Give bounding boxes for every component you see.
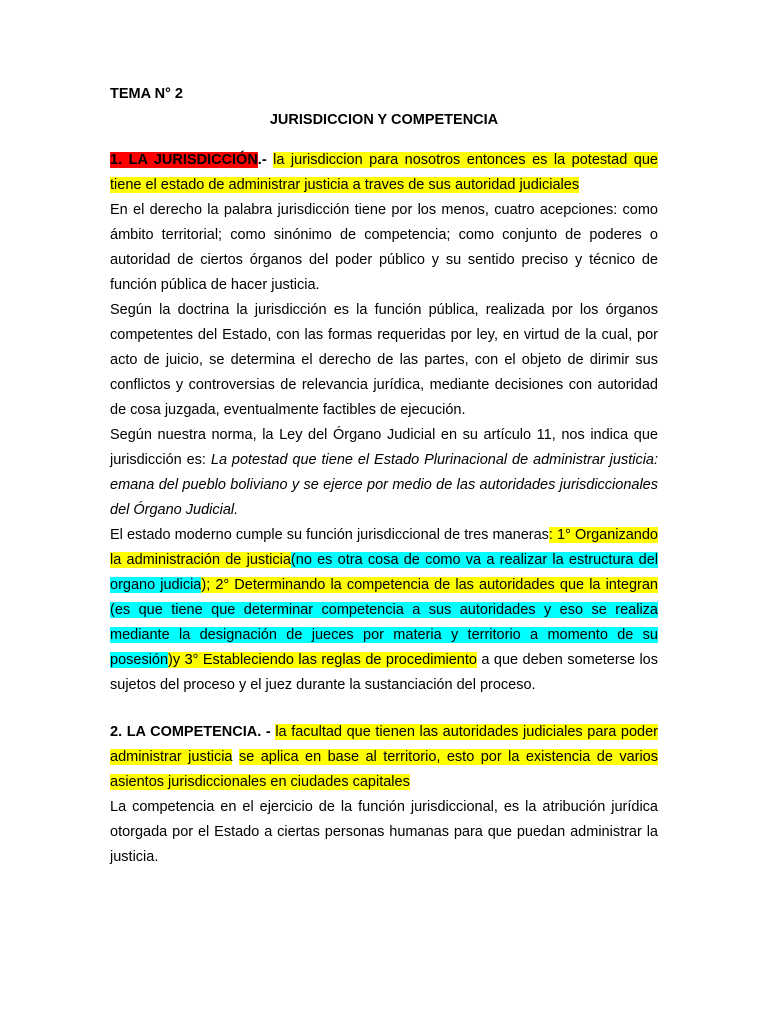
section-1-definition-text: la jurisdiccion para nosotros entonces es la potestad que tiene el estado de administrar justicia a traves de sus autoridad judiciales bbox=[110, 152, 658, 193]
section-2-definition-part-2: se aplica en base al territorio, esto por la existencia de varios asientos jurisdiccionales en ciudades capitales bbox=[110, 749, 658, 790]
paragraph-acepciones: En el derecho la palabra jurisdicción tiene por los menos, cuatro acepciones: como ámbito territorial; como sinónimo de competencia; como conjunto de poderes o autoridad de ciertos órganos del poder público y su sentido preciso y técnico de función pública de hacer justicia. bbox=[110, 202, 658, 293]
paragraph-ley-organo-judicial bbox=[110, 423, 658, 523]
section-1-heading: 1. LA JURISDICCIÓN bbox=[110, 152, 258, 168]
section-2-definition-part-1: la facultad que tienen las autoridades judiciales para poder administrar justicia bbox=[110, 724, 658, 765]
section-1-definition bbox=[110, 148, 658, 198]
section-2-gap bbox=[232, 749, 238, 765]
tres-maneras-second: ); 2° Determinando la competencia de las autoridades que la integran bbox=[201, 577, 658, 593]
paragraph-competencia: La competencia en el ejercicio de la función jurisdiccional, es la atribución jurídica otorgada por el Estado a ciertas personas humanas para que puedan administrar la justicia. bbox=[110, 799, 658, 865]
document-title: JURISDICCION Y COMPETENCIA bbox=[269, 112, 499, 128]
paragraph-ley-lead: Según nuestra norma, la Ley del Órgano Judicial en su artículo 11, nos indica que jurisdicción es: bbox=[110, 427, 658, 468]
section-1-separator: .- bbox=[257, 152, 267, 168]
tres-maneras-intro: El estado moderno cumple su función jurisdiccional de tres maneras bbox=[110, 527, 549, 543]
section-2-heading: 2. LA COMPETENCIA. - bbox=[110, 724, 271, 740]
topic-number: TEMA N° 2 bbox=[110, 86, 183, 102]
tres-maneras-first: : 1° Organizando la administración de justicia bbox=[110, 527, 659, 568]
tres-maneras-note-2: (es que tiene que determinar competencia a sus autoridades y eso se realiza mediante la designación de jueces por materia y territorio a momento de su posesión bbox=[110, 602, 658, 668]
tres-maneras-third: )y 3° Estableciendo las reglas de procedimiento bbox=[168, 652, 477, 668]
paragraph-ley-quote: La potestad que tiene el Estado Plurinacional de administrar justicia: emana del pueblo boliviano y se ejerce por medio de las autoridades jurisdiccionales del Órgano Judicial. bbox=[110, 452, 659, 518]
tres-maneras-note-1: (no es otra cosa de como va a realizar la estructura del organo judicia bbox=[110, 552, 658, 593]
paragraph-doctrina: Según la doctrina la jurisdicción es la función pública, realizada por los órganos competentes del Estado, con las formas requeridas por ley, en virtud de la cual, por acto de juicio, se determina el derecho de las partes, con el objeto de dirimir sus conflictos y controversias de relevancia jurídica, mediante decisiones con autoridad de cosa juzgada, eventualmente factibles de ejecución. bbox=[110, 302, 658, 418]
section-2-definition bbox=[110, 720, 658, 795]
paragraph-tres-maneras bbox=[110, 523, 658, 698]
tres-maneras-ending: a que deben someterse los sujetos del proceso y el juez durante la sustanciación del proceso. bbox=[110, 652, 658, 693]
